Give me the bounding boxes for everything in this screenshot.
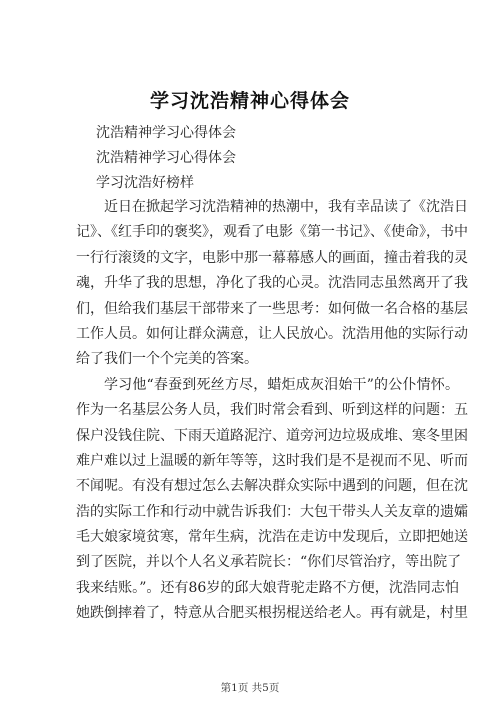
subtitle-line: 沈浩精神学习心得体会 (96, 150, 236, 166)
paragraph-line: 们，但给我们基层干部带来了一些思考：如何做一名合格的基层 (76, 300, 468, 317)
paragraph-line: 记》、《红手印的褒奖》，观看了电影《第一书记》、《使命》，书中 (76, 224, 468, 241)
paragraph-line: 给了我们一个个完美的答案。 (76, 351, 258, 368)
document-body (76, 195, 468, 627)
paragraph-line: 不闻呢。有没有想过怎么去解决群众实际中遇到的问题，但在沈 (76, 478, 468, 495)
paragraph-line: 难户难以过上温暖的新年等等，这时我们是不是视而不见、听而 (76, 452, 468, 469)
subtitle-line: 学习沈浩好榜样 (96, 175, 194, 191)
paragraph-line: 一行行滚烫的文字，电影中那一幕幕感人的画面，撞击着我的灵 (76, 249, 468, 266)
paragraph-line: 保户没钱住院、下雨天道路泥泞、道旁河边垃圾成堆、寒冬里困 (76, 427, 468, 444)
paragraph-line: 到了医院，并以个人名义承若院长：“你们尽管治疗，等出院了 (76, 554, 462, 571)
paragraph-line: 她跌倒摔着了，特意从合肥买根拐棍送给老人。再有就是，村里 (76, 605, 468, 622)
paragraph-line: 毛大娘家境贫寒，常年生病，沈浩在走访中发现后，立即把她送 (76, 529, 468, 546)
paragraph-line: 魂，升华了我的思想，净化了我的心灵。沈浩同志虽然离开了我 (76, 275, 468, 292)
paragraph-line: 近日在掀起学习沈浩精神的热潮中，我有幸品读了《沈浩日 (104, 199, 468, 215)
paragraph-line: 浩的实际工作和行动中就告诉我们：大包干带头人关友章的遗孀 (76, 503, 468, 520)
paragraph-line: 学习他“春蚕到死丝方尽，蜡炬成灰泪始干”的公仆情怀。 (104, 376, 459, 393)
paragraph-line: 工作人员。如何让群众满意，让人民放心。沈浩用他的实际行动 (76, 325, 468, 342)
page-footer: 第1页 共5页 (220, 682, 280, 694)
subtitle-line: 沈浩精神学习心得体会 (96, 125, 236, 141)
paragraph-line: 我来结账。”。还有86岁的邱大娘背驼走路不方便，沈浩同志怕 (76, 579, 459, 596)
paragraph-line: 作为一名基层公务人员，我们时常会看到、听到这样的问题：五 (76, 402, 468, 419)
document-title: 学习沈浩精神心得体会 (149, 90, 350, 112)
